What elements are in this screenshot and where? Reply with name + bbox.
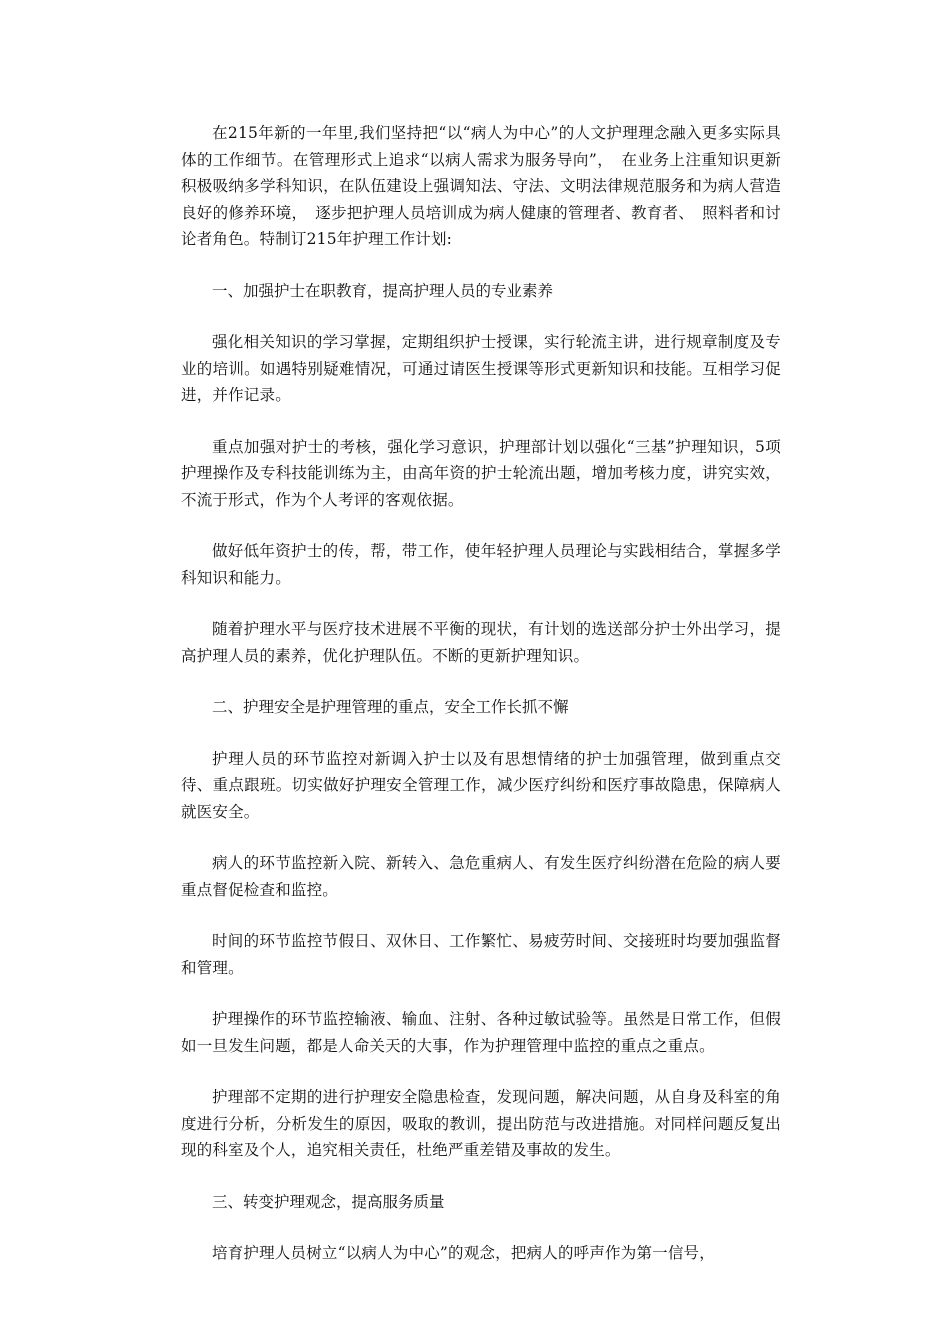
document-page: [181, 120, 781, 1267]
section-heading-3: 三、转变护理观念，提高服务质量: [212, 1192, 445, 1211]
body-paragraph: 护理部不定期的进行护理安全隐患检查，发现问题，解决问题，从自身及科室的角度进行分析，分析发生的原因，吸取的教训，提出防范与改进措施。对同样问题反复出现的科室及个人，追究相关责任，杜绝严重差错及事故的发生。: [181, 1088, 781, 1159]
body-paragraph: 病人的环节监控新入院、新转入、急危重病人、有发生医疗纠纷潜在危险的病人要重点督促检查和监控。: [181, 854, 781, 899]
intro-paragraph: 在215年新的一年里,我们坚持把“以“病人为中心”的人文护理理念融入更多实际具体的工作细节。在管理形式上追求“以病人需求为服务导向”， 在业务上注重知识更新积极吸纳多学科知识，在队伍建设上强调知法、守法、文明法律规范服务和为病人营造良好的修养环境， 逐步把护理人员培训成为病人健康的管理者、教育者、 照料者和讨论者角色。特制订215年护理工作计划:: [181, 124, 781, 248]
section-heading-2: 二、护理安全是护理管理的重点，安全工作长抓不懈: [212, 698, 569, 716]
section-heading-1: 一、加强护士在职教育，提高护理人员的专业素养: [212, 281, 554, 300]
body-paragraph: 护理操作的环节监控输液、输血、注射、各种过敏试验等。虽然是日常工作，但假如一旦发生问题，都是人命关天的大事，作为护理管理中监控的重点之重点。: [181, 1010, 781, 1055]
body-paragraph: 随着护理水平与医疗技术进展不平衡的现状，有计划的选送部分护士外出学习，提高护理人员的素养，优化护理队伍。不断的更新护理知识。: [181, 620, 781, 665]
body-paragraph: 做好低年资护士的传，帮，带工作，使年轻护理人员理论与实践相结合，掌握多学科知识和能力。: [181, 542, 781, 587]
body-paragraph: 重点加强对护士的考核，强化学习意识，护理部计划以强化“三基”护理知识，5项护理操作及专科技能训练为主，由高年资的护士轮流出题，增加考核力度，讲究实效，不流于形式，作为个人考评的客观依据。: [181, 437, 781, 509]
body-paragraph: 时间的环节监控节假日、双休日、工作繁忙、易疲劳时间、交接班时均要加强监督和管理。: [181, 932, 781, 977]
body-paragraph: 培育护理人员树立“以病人为中心”的观念，把病人的呼声作为第一信号，: [212, 1244, 715, 1262]
body-paragraph: 强化相关知识的学习掌握，定期组织护士授课，实行轮流主讲，进行规章制度及专业的培训。如遇特别疑难情况，可通过请医生授课等形式更新知识和技能。互相学习促进，并作记录。: [181, 333, 781, 404]
body-paragraph: 护理人员的环节监控对新调入护士以及有思想情绪的护士加强管理，做到重点交待、重点跟班。切实做好护理安全管理工作，减少医疗纠纷和医疗事故隐患，保障病人就医安全。: [181, 749, 781, 821]
